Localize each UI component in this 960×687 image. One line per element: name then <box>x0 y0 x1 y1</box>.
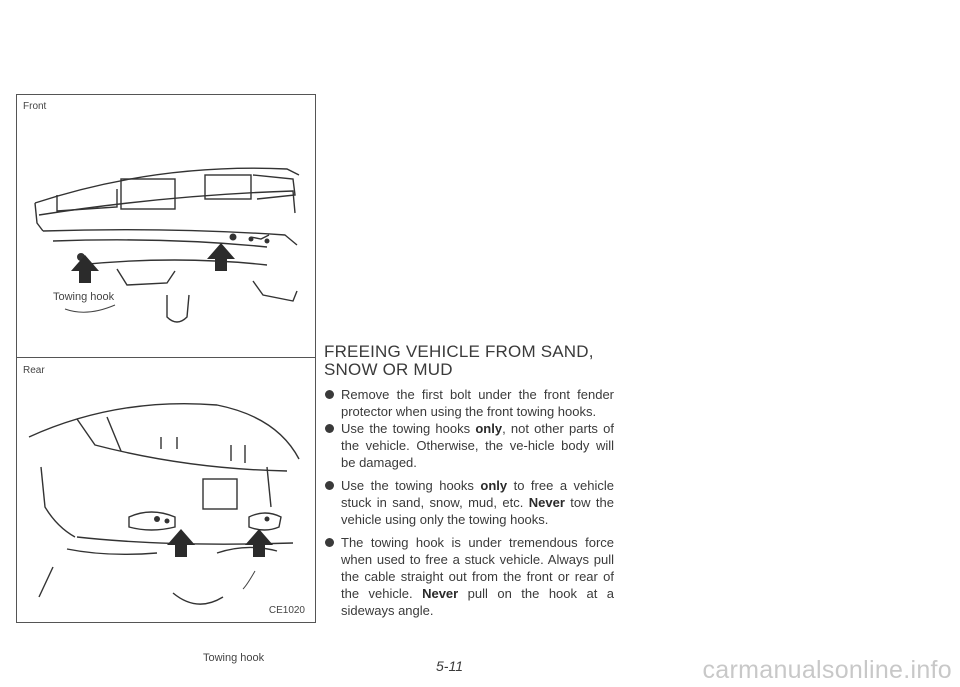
bullet-dot-icon <box>325 538 334 547</box>
page-number: 5-11 <box>436 658 463 674</box>
list-item <box>324 534 614 619</box>
rear-car-illustration <box>17 357 317 622</box>
rear-view-panel <box>17 357 315 664</box>
emphasis-only: only <box>475 421 503 436</box>
rear-label: Rear <box>23 365 45 376</box>
rear-right-hook-arrow <box>245 529 273 557</box>
bullet-text: pull on the hook at a sideways angle. <box>341 586 615 618</box>
bullet-dot-icon <box>325 424 334 433</box>
list-item <box>324 386 614 420</box>
rear-left-hook-arrow <box>167 529 195 557</box>
watermark-link[interactable]: carmanualsonline.info <box>702 656 952 684</box>
emphasis-never: Never <box>422 586 459 601</box>
bullet-text: Use the towing hooks <box>341 421 476 436</box>
bullet-text: Remove the first bolt under the front fender protector when using the front towing hooks. <box>341 387 614 419</box>
bullet-text: Use the towing hooks <box>341 478 481 493</box>
bullet-dot-icon <box>325 481 334 490</box>
front-car-illustration <box>17 95 317 357</box>
rear-towing-hook-callout: Towing hook <box>203 652 265 664</box>
section-heading <box>324 343 614 379</box>
towing-hook-figure <box>16 94 316 664</box>
emphasis-only: only <box>480 478 508 493</box>
bullet-dot-icon <box>325 390 334 399</box>
front-left-hook-arrow <box>71 255 99 283</box>
section-heading-line2: SNOW OR MUD <box>324 360 453 379</box>
section-heading-line1: FREEING VEHICLE FROM SAND, <box>324 342 594 361</box>
front-towing-hook-callout: Towing hook <box>53 291 115 303</box>
list-item <box>324 420 614 471</box>
emphasis-never: Never <box>528 495 565 510</box>
front-label: Front <box>23 101 47 112</box>
figure-code: CE1020 <box>268 605 305 616</box>
freeing-vehicle-section <box>324 343 614 619</box>
front-right-hook-arrow <box>207 243 235 271</box>
rear-hook-arrows <box>167 529 273 557</box>
bullet-text: , not other parts of the vehicle. Otherwise, the ve-hicle body will be damaged. <box>341 421 614 470</box>
front-view-panel <box>17 95 315 358</box>
instruction-list <box>324 386 614 619</box>
bullet-text: tow the vehicle using only the towing hooks. <box>341 495 615 527</box>
list-item <box>324 477 614 528</box>
bullet-text: The towing hook is under tremendous force when used to free a stuck vehicle. Always pull the cable straight out from the front or rear of the vehicle. <box>341 535 614 601</box>
bullet-text: to free a vehicle stuck in sand, snow, mud, etc. <box>341 478 614 510</box>
